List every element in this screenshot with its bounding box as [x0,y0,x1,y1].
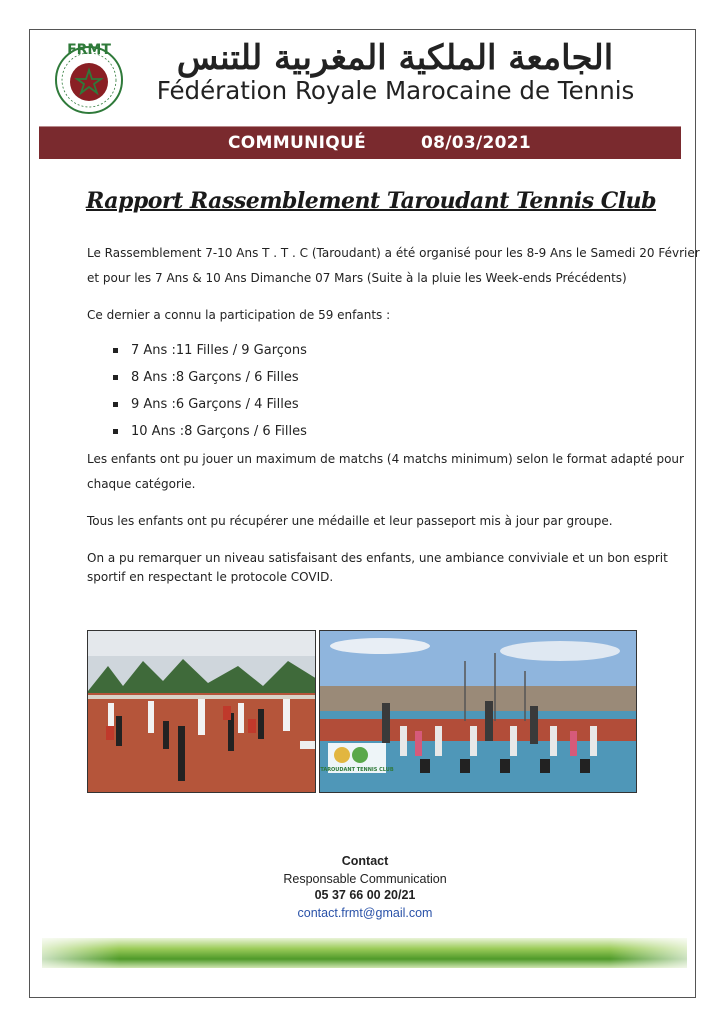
photo-group-hard-court [319,630,637,793]
intro-line-2: et pour les 7 Ans & 10 Ans Dimanche 07 Mars (Suite à la pluie les Week-ends Précédents) [87,271,627,285]
matches-line-2: chaque catégorie. [87,477,196,491]
federation-name-french: Fédération Royale Marocaine de Tennis [156,76,635,105]
federation-name-arabic: الجامعة الملكية المغربية للتنس [176,38,614,78]
bullet-icon [113,429,118,434]
contact-email-link[interactable]: contact.frmt@gmail.com [297,906,433,920]
frmt-logo [52,40,126,116]
svg-text:FRMT: FRMT [67,42,111,58]
bullet-icon [113,348,118,353]
club-banner-text: TAROUDANT TENNIS CLUB [320,767,394,773]
contact-role: Responsable Communication [283,872,447,886]
level-line-1: On a pu remarquer un niveau satisfaisant des enfants, une ambiance conviviale et un bon esprit [87,551,668,565]
bullet-icon [113,375,118,380]
grass-footer-decoration [42,938,687,968]
intro-line-1: Le Rassemblement 7-10 Ans T . T . C (Taroudant) a été organisé pour les 8-9 Ans le Samedi 20 Février [87,246,700,260]
contact-heading: Contact [341,854,389,868]
level-line-2: sportif en respectant le protocole COVID. [87,570,334,584]
participation-text: Ce dernier a connu la participation de 59 enfants : [87,308,391,322]
medals-text: Tous les enfants ont pu récupérer une médaille et leur passeport mis à jour par groupe. [87,514,613,528]
photo-clay-court [87,630,316,793]
matches-line-1: Les enfants ont pu jouer un maximum de matchs (4 matchs minimum) selon le format adapté pour [87,452,684,466]
communique-date: 08/03/2021 [421,133,532,153]
report-title: Rapport Rassemblement Taroudant Tennis Club [86,188,657,214]
bullet-icon [113,402,118,407]
communique-banner [39,126,681,159]
contact-phone: 05 37 66 00 20/21 [314,888,416,902]
communique-label: COMMUNIQUÉ [228,133,366,153]
